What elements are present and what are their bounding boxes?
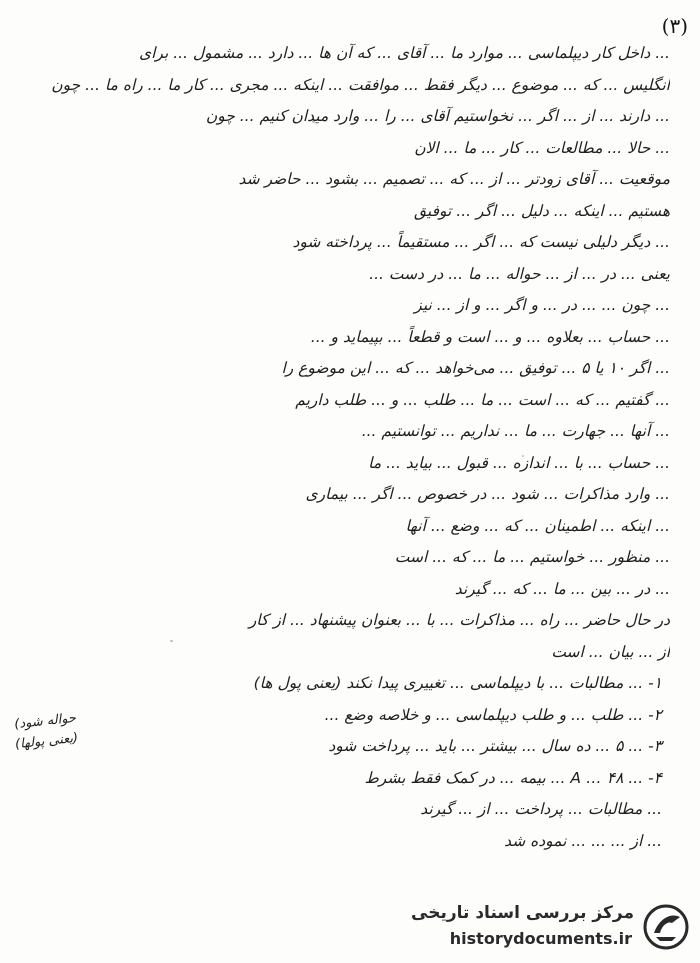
watermark-url: historydocuments.ir bbox=[449, 929, 632, 948]
list-item: ۴- ... A ... ۴۸ ... بیمه ... در کمک فقط بشرط bbox=[364, 768, 662, 787]
manuscript-line: ... در ... بین ... ما ... که ... گیرند bbox=[454, 579, 670, 598]
manuscript-line: ... از ... ... ... نموده شد bbox=[504, 831, 662, 850]
manuscript-line: یعنی ... در ... از ... حواله ... ما ... در دست ... bbox=[369, 264, 670, 283]
manuscript-line: ... گفتیم ... که ... است ... ما ... طلب ... و ... طلب داریم bbox=[295, 390, 670, 409]
manuscript-line: هستیم ... اینکه ... دلیل ... اگر ... توفیق bbox=[414, 201, 670, 220]
manuscript-line: ... حساب ... بعلاوه ... و ... است و قطعاً ... بپیماید و ... bbox=[310, 327, 670, 346]
watermark-title: مرکز بررسی اسناد تاریخی bbox=[411, 903, 634, 923]
manuscript-line: ... داخل کار دیپلماسی ... موارد ما ... آقای ... که آن ها ... دارد ... مشمول ... برای bbox=[138, 44, 670, 62]
manuscript-line: انگلیس ... که ... موضوع ... دیگر فقط ... موافقت ... اینکه ... مجری ... کار ما ... راه ما ... چون bbox=[51, 75, 670, 94]
watermark bbox=[400, 901, 690, 957]
list-item: ۱- ... مطالبات ... با دیپلماسی ... تغییری پیدا نکند (یعنی پول ها) bbox=[253, 674, 662, 692]
scan-speck bbox=[312, 120, 315, 123]
manuscript-line: ... مطالبات ... پرداخت ... از ... گیرند bbox=[420, 800, 662, 818]
margin-note-line: حواله شود) bbox=[13, 710, 77, 733]
scan-speck bbox=[522, 455, 524, 457]
manuscript-line: ... اگر ۱۰ یا ۵ ... توفیق ... می‌خواهد ... که ... این موضوع را bbox=[281, 359, 670, 377]
handwritten-body bbox=[40, 38, 670, 903]
manuscript-line: ... وارد مذاکرات ... شود ... در خصوص ... اگر ... بیماری bbox=[305, 485, 670, 503]
list-item: ۲- ... طلب ... و طلب دیپلماسی ... و خلاصه وضع ... bbox=[324, 705, 662, 724]
manuscript-line: ... حساب ... با ... اندازه ... قبول ... بیاید ... ما bbox=[368, 453, 670, 472]
manuscript-line: ... حالا ... مطالعات ... کار ... ما ... الان bbox=[414, 138, 670, 157]
manuscript-line: در حال حاضر ... راه ... مذاکرات ... با ... بعنوان پیشنهاد ... از کار bbox=[248, 611, 670, 629]
manuscript-line: موقعیت ... آقای زودتر ... از ... که ... تصمیم ... بشود ... حاضر شد bbox=[238, 170, 670, 188]
manuscript-line: ... اینکه ... اطمینان ... که ... وضع ... آنها bbox=[405, 516, 670, 535]
page-number: (۳) bbox=[661, 14, 688, 38]
margin-note-line: (یعنی پولها) bbox=[14, 730, 79, 753]
manuscript-line: ... چون ... ... در ... و اگر ... و از ... نیز bbox=[414, 296, 670, 314]
manuscript-line: ... منظور ... خواستیم ... ما ... که ... است bbox=[394, 548, 670, 566]
manuscript-line: ... آنها ... جهارت ... ما ... نداریم ... توانستیم ... bbox=[361, 422, 670, 440]
scan-speck bbox=[170, 640, 173, 642]
manuscript-line: ... دیگر دلیلی نیست که ... اگر ... مستقیماً ... پرداخته شود bbox=[292, 233, 670, 251]
archive-logo-icon bbox=[642, 903, 690, 951]
list-item: ۳- ... ۵ ... ده سال ... بیشتر ... باید ... پرداخت شود bbox=[328, 737, 662, 755]
manuscript-line: از ... بیان ... است bbox=[551, 642, 670, 661]
manuscript-line: ... دارند ... از ... اگر ... نخواستیم آقای ... را ... وارد میدان کنیم ... چون bbox=[205, 107, 670, 125]
margin-note bbox=[12, 709, 79, 755]
